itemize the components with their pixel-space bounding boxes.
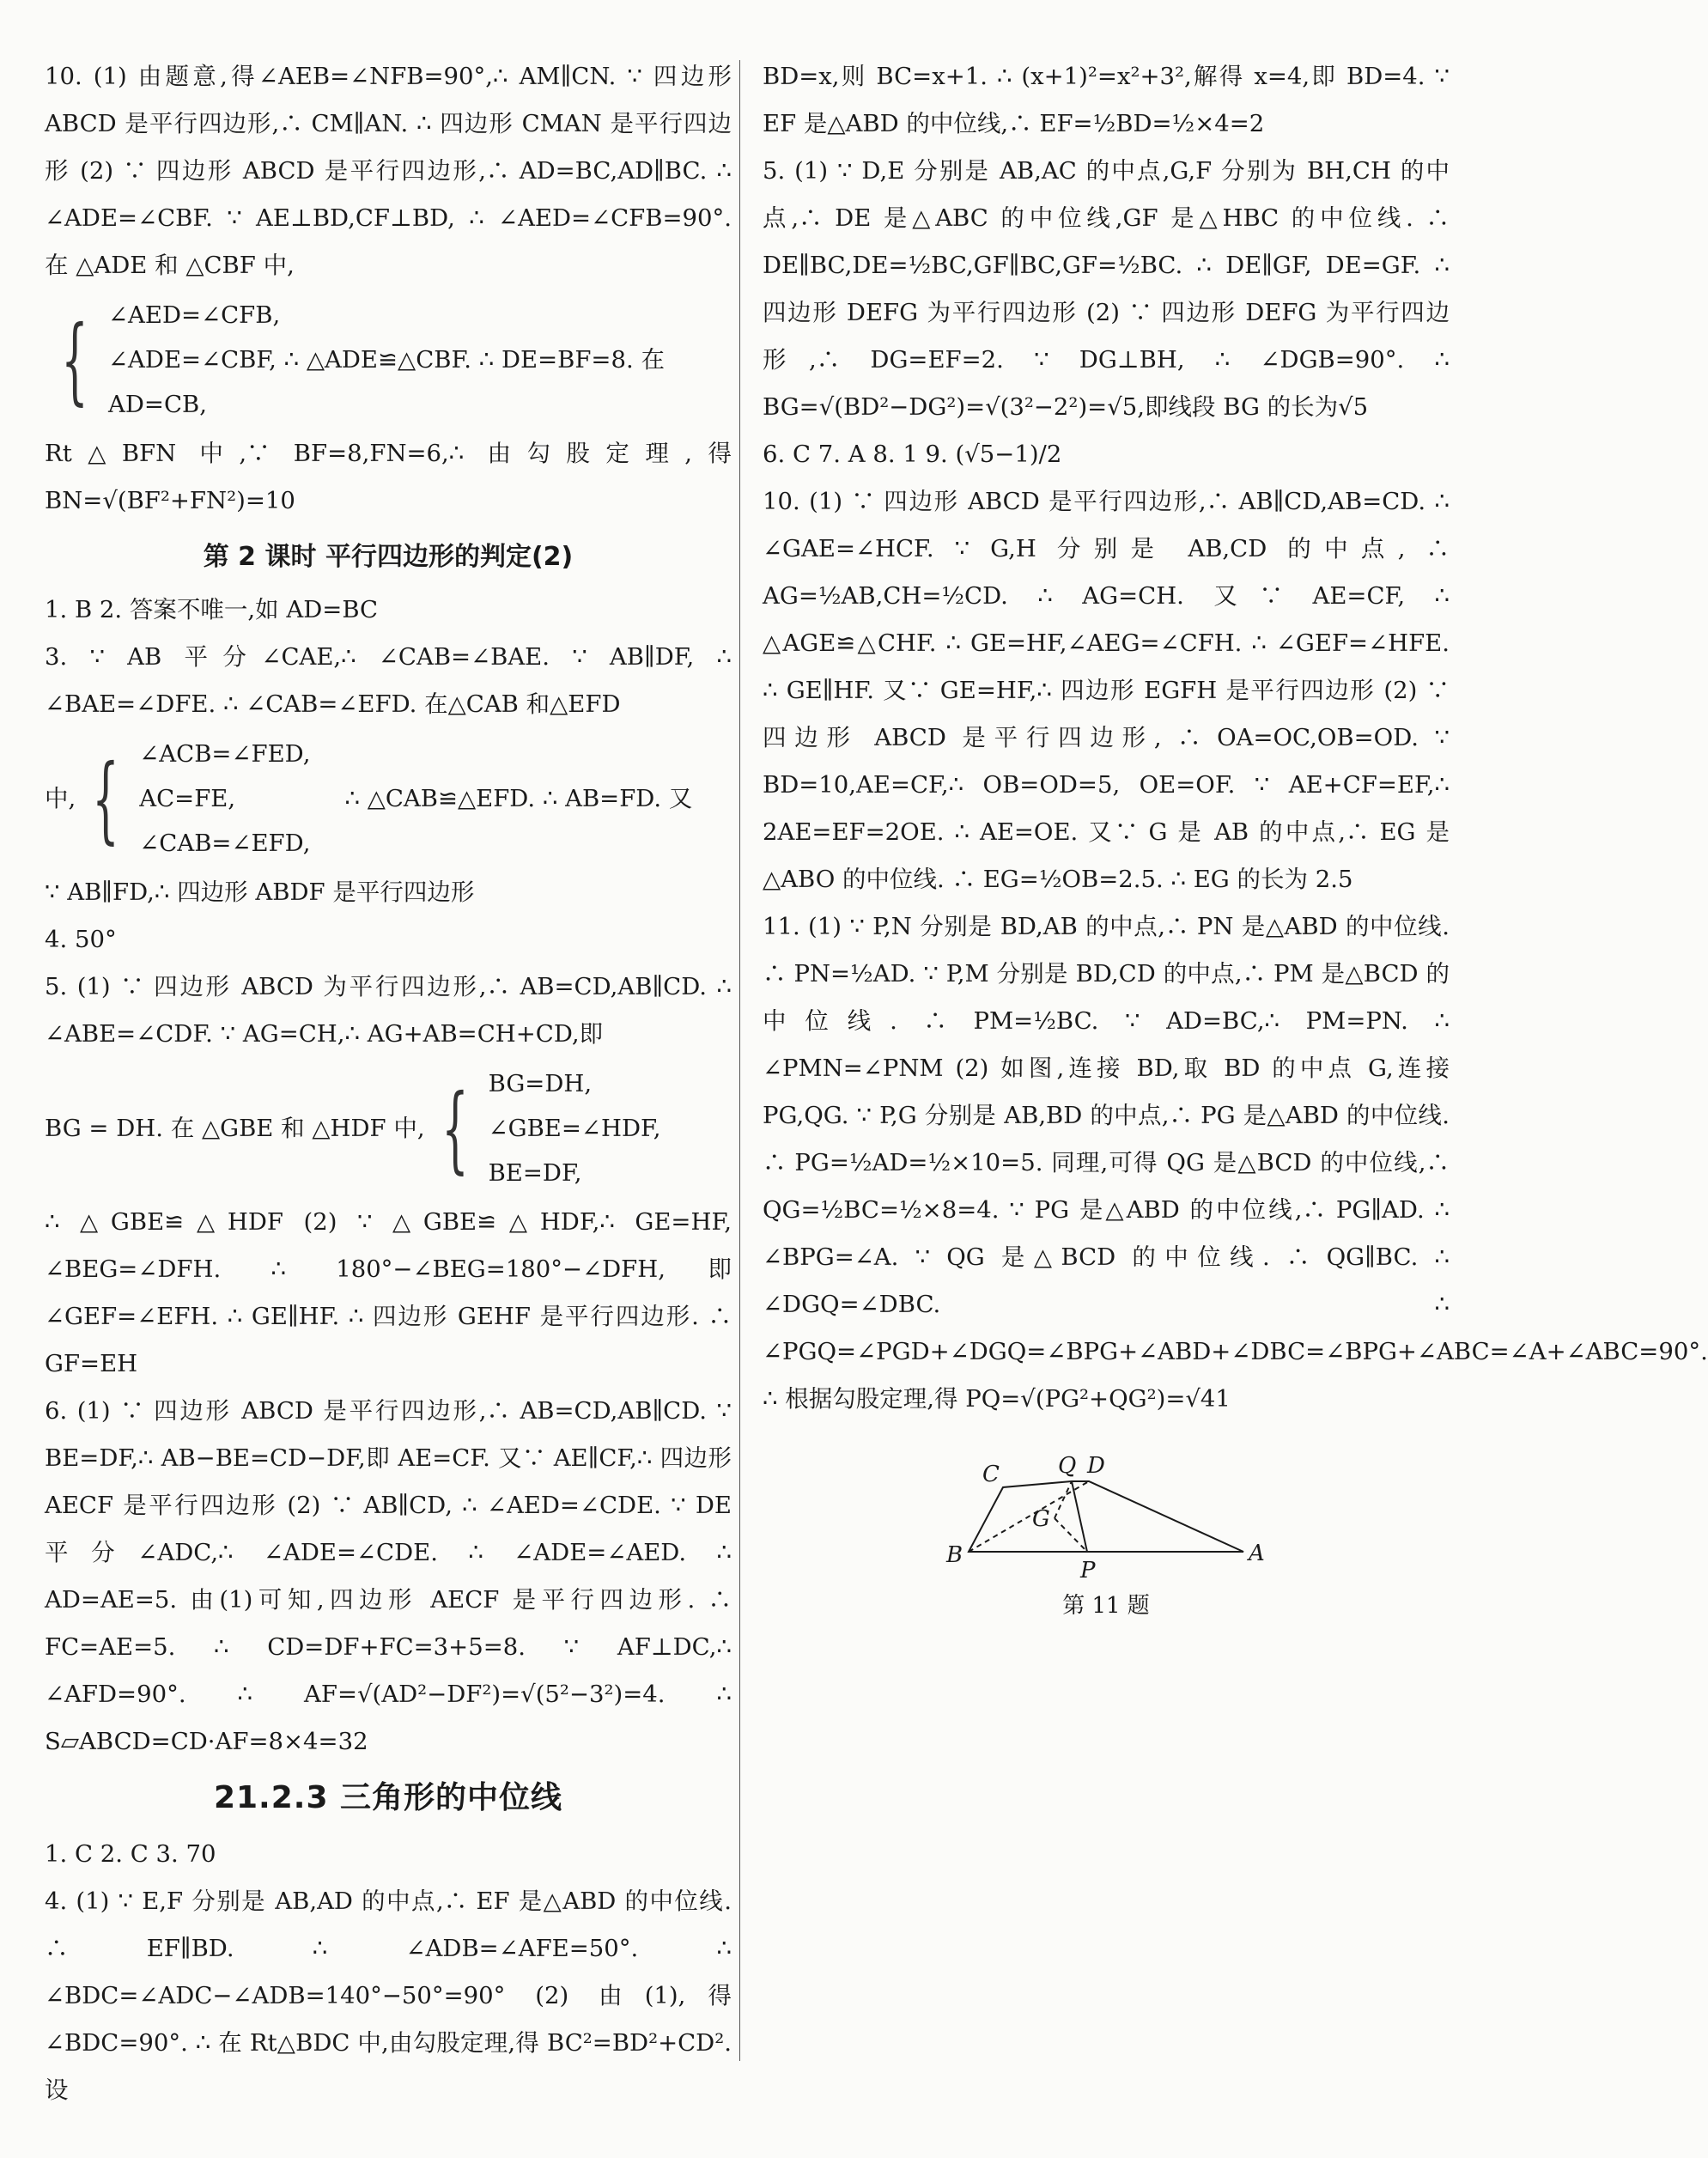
q10-text: 10. (1) 由题意,得∠AEB=∠NFB=90°,∴ AM∥CN. ∵ 四边形 ABCD 是平行四边形,∴ CM∥AN. ∴ 四边形 CMAN 是平行四边形 (2) ∵ 四边形 ABCD 是平行四边形,∴ AD=BC,AD∥BC. ∴ ∠ADE=∠CBF. ∵ AE⊥BD,CF⊥BD, ∴ ∠AED=∠CFB=90°. 在 △ADE 和 △CBF 中, [45, 63, 732, 279]
brace-line: ∠ADE=∠CBF, ∴ △ADE≌△CBF. ∴ DE=BF=8. 在 [108, 346, 665, 374]
label-c: C [982, 1462, 1000, 1487]
segment-gp [1055, 1518, 1087, 1552]
answer-11: 11. (1) ∵ P,N 分别是 BD,AB 的中点,∴ PN 是△ABD 的中位线. ∴ PN=½AD. ∵ P,M 分别是 BD,CD 的中点,∴ PM 是△BCD 的中位线. ∴ PM=½BC. ∵ AD=BC,∴ PM=PN. ∴ ∠PMN=∠PNM (2) 如图,连接 BD,取 BD 的中点 G,连接 PG,QG. ∵ P,G 分别是 AB,BD 的中点,∴ PG 是△ABD 的中位线. ∴ PG=½AD=½×10=5. 同理,可得 QG 是△BCD 的中位线,∴ QG=½BC=½×8=4. ∵ PG 是△ABD 的中位线,∴ PG∥AD. ∴ ∠BPG=∠A. ∵ QG 是△BCD 的中位线. ∴ QG∥BC. ∴ ∠DGQ=∠DBC. ∴ ∠PGQ=∠PGD+∠DGQ=∠BPG+∠ABD+∠DBC=∠BPG+∠ABC=∠A+∠ABC=90°. ∴ 根据勾股定理,得 PQ=√(PG²+QG²)=√41 [763, 913, 1708, 1413]
q10-brace-system [45, 293, 732, 427]
figure-caption: 第 11 题 [1062, 1593, 1150, 1619]
brace-line: ∠CAB=∠EFD, [139, 830, 311, 857]
q10-end: Rt△BFN 中,∵ BF=8,FN=6,∴ 由勾股定理,得 BN=√(BF²+FN²)=10 [45, 440, 732, 514]
brace-line: AD=CB, [108, 391, 207, 418]
answer-4: 4. 50° [45, 926, 117, 953]
right-column [763, 53, 1708, 1619]
answer-3-a: 3. ∵ AB 平分∠CAE,∴ ∠CAB=∠BAE. ∵ AB∥DF, ∴ ∠BAE=∠DFE. ∴ ∠CAB=∠EFD. 在△CAB 和△EFD [45, 643, 732, 718]
section-title: 21.2.3 三角形的中位线 [213, 1780, 563, 1815]
answer-1-2: 1. B 2. 答案不唯一,如 AD=BC [45, 596, 379, 623]
label-q: Q [1058, 1453, 1077, 1479]
answer-4-continued: BD=x,则 BC=x+1. ∴ (x+1)²=x²+3²,解得 x=4,即 BD=4. ∵ EF 是△ABD 的中位线,∴ EF=½BD=½×4=2 [763, 63, 1450, 137]
answer-3-b: ∵ AB∥FD,∴ 四边形 ABDF 是平行四边形 [45, 878, 475, 906]
brace-line: BE=DF, [488, 1159, 582, 1187]
lesson-title: 第 2 课时 平行四边形的判定(2) [203, 542, 574, 572]
section-answer-4: 4. (1) ∵ E,F 分别是 AB,AD 的中点,∴ EF 是△ABD 的中位线. ∴ EF∥BD. ∴ ∠ADB=∠AFE=50°. ∴ ∠BDC=∠ADC−∠ADB=140°−50°=90° (2) 由(1),得∠BDC=90°. ∴ 在 Rt△BDC 中,由勾股定理,得 BC²=BD²+CD². 设 [45, 1887, 732, 2104]
brace-prefix: 中, [45, 784, 76, 812]
label-b: B [946, 1542, 963, 1568]
answer-5: 5. (1) ∵ D,E 分别是 AB,AC 的中点,G,F 分别为 BH,CH 的中点,∴ DE 是△ABC 的中位线,GF 是△HBC 的中位线. ∴ DE∥BC,DE=½BC,GF∥BC,GF=½BC. ∴ DE∥GF, DE=GF. ∴ 四边形 DEFG 为平行四边形 (2) ∵ 四边形 DEFG 为平行四边形,∴ DG=EF=2. ∵ DG⊥BH, ∴ ∠DGB=90°. ∴ BG=√(BD²−DG²)=√(3²−2²)=√5,即线段 BG 的长为√5 [763, 157, 1450, 421]
label-d: D [1087, 1453, 1105, 1479]
q5-brace-system [45, 1061, 732, 1195]
label-g: G [1032, 1506, 1050, 1532]
answer-10: 10. (1) ∵ 四边形 ABCD 是平行四边形,∴ AB∥CD,AB=CD. ∴ ∠GAE=∠HCF. ∵ G,H 分别是 AB,CD 的中点, ∴ AG=½AB,CH=½CD. ∴ AG=CH. 又∵ AE=CF, ∴ △AGE≌△CHF. ∴ GE=HF,∠AEG=∠CFH. ∴ ∠GEF=∠HFE. ∴ GE∥HF. 又∵ GE=HF,∴ 四边形 EGFH 是平行四边形 (2) ∵ 四边形 ABCD 是平行四边形, ∴ OA=OC,OB=OD. ∵ BD=10,AE=CF,∴ OB=OD=5, OE=OF. ∵ AE+CF=EF,∴ 2AE=EF=2OE. ∴ AE=OE. 又∵ G 是 AB 的中点,∴ EG 是△ABO 的中位线. ∴ EG=½OB=2.5. ∴ EG 的长为 2.5 [763, 488, 1450, 893]
brace-icon: { [441, 1073, 469, 1183]
answer-6-9: 6. C 7. A 8. 1 9. (√5−1)/2 [763, 441, 1062, 468]
brace-icon: { [61, 305, 88, 415]
brace-line: AC=FE, [139, 785, 236, 812]
figure-q11 [763, 1440, 1450, 1619]
left-column [45, 53, 732, 2114]
brace-prefix: BG = DH. 在 △GBE 和 △HDF 中, [45, 1114, 425, 1142]
section-answer-1-3: 1. C 2. C 3. 70 [45, 1840, 216, 1868]
segment-gq [1055, 1481, 1072, 1518]
answer-6: 6. (1) ∵ 四边形 ABCD 是平行四边形,∴ AB=CD,AB∥CD. ∵ BE=DF,∴ AB−BE=CD−DF,即 AE=CF. 又∵ AE∥CF,∴ 四边形 AECF 是平行四边形 (2) ∵ AB∥CD, ∴ ∠AED=∠CDE. ∵ DE 平分∠ADC,∴ ∠ADE=∠CDE. ∴ ∠ADE=∠AED. ∴ AD=AE=5. 由(1)可知,四边形 AECF 是平行四边形. ∴ FC=AE=5. ∴ CD=DF+FC=3+5=8. ∵ AF⊥DC,∴ ∠AFD=90°. ∴ AF=√(AD²−DF²)=√(5²−3²)=4. ∴ S▱ABCD=CD·AF=8×4=32 [45, 1397, 732, 1755]
quadrilateral-abdc [969, 1481, 1243, 1552]
brace-icon: { [92, 744, 119, 854]
brace-suffix: ∴ △CAB≌△EFD. ∴ AB=FD. 又 [344, 784, 693, 812]
brace-line: ∠GBE=∠HDF, [488, 1115, 661, 1142]
segment-pq [1072, 1481, 1087, 1552]
label-a: A [1249, 1541, 1265, 1566]
label-p: P [1080, 1558, 1096, 1584]
quadrilateral-diagram [943, 1440, 1269, 1590]
column-divider [739, 60, 740, 2061]
answer-5-a: 5. (1) ∵ 四边形 ABCD 为平行四边形,∴ AB=CD,AB∥CD. ∴ ∠ABE=∠CDF. ∵ AG=CH,∴ AG+AB=CH+CD,即 [45, 973, 732, 1048]
brace-line: ∠ACB=∠FED, [139, 740, 311, 768]
answer-5-b: ∴ △GBE≌△HDF (2) ∵ △GBE≌△HDF,∴ GE=HF, ∠BEG=∠DFH. ∴ 180°−∠BEG=180°−∠DFH,即∠GEF=∠EFH. ∴ GE∥HF. ∴ 四边形 GEHF 是平行四边形. ∴ GF=EH [45, 1208, 732, 1377]
q3-brace-system [45, 732, 732, 866]
brace-line: BG=DH, [488, 1070, 593, 1097]
brace-line: ∠AED=∠CFB, [108, 301, 281, 329]
